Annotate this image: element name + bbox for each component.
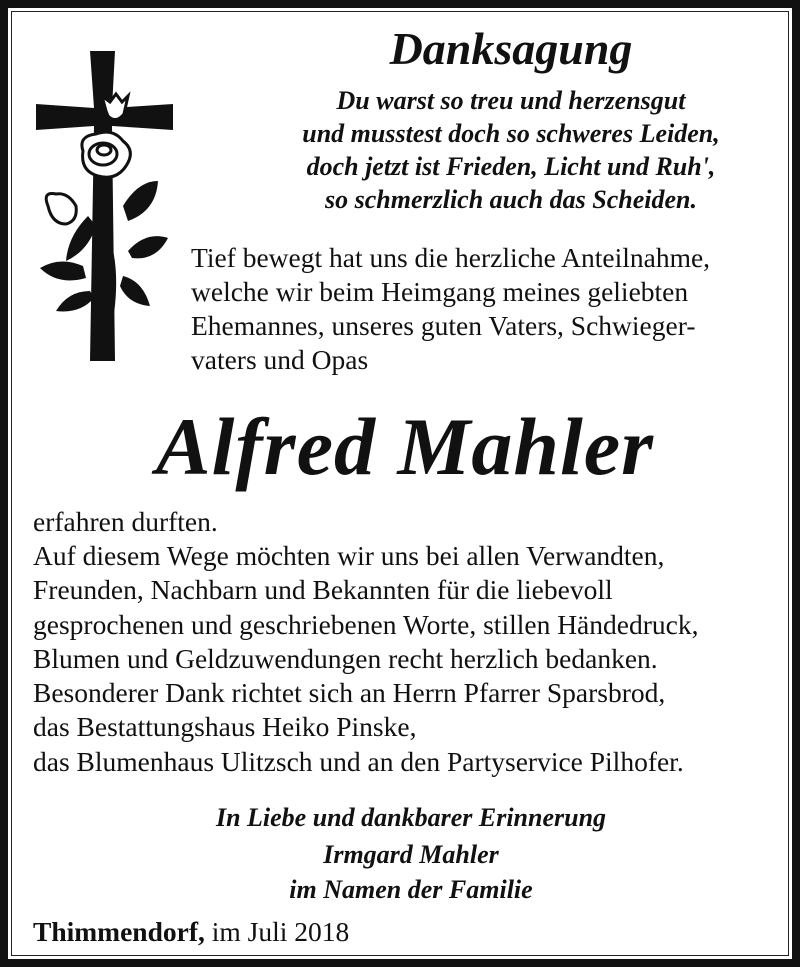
closing-line: In Liebe und dankbarer Erinnerung — [215, 803, 607, 832]
deceased-name: Alfred Mahler — [155, 401, 655, 492]
body-line: das Blumenhaus Ulitzsch und an den Partyservice Pilhofer. — [33, 746, 684, 777]
intro-line: Tief bewegt hat uns die herzliche Anteilnahme, — [191, 242, 711, 273]
body-line: Blumen und Geldzuwendungen recht herzlich bedanken. — [33, 643, 658, 674]
closing-line: im Namen der Familie — [289, 875, 533, 904]
footer-date: im Juli 2018 — [211, 916, 350, 947]
body-line: Auf diesem Wege möchten wir uns bei allen Verwandten, — [33, 540, 665, 571]
body-line: erfahren durften. — [33, 506, 218, 537]
poem-line: doch jetzt ist Frieden, Licht und Ruh', — [306, 152, 716, 181]
body-line: Besonderer Dank richtet sich an Herrn Pfarrer Sparsbrod, — [33, 677, 666, 708]
intro-line: vaters und Opas — [191, 344, 369, 375]
body-line: das Bestattungshaus Heiko Pinske, — [33, 711, 417, 742]
body-line: gesprochenen und geschriebenen Worte, stillen Händedruck, — [33, 609, 699, 640]
intro-line: Ehemannes, unseres guten Vaters, Schwieger- — [191, 310, 696, 341]
heading-danksagung: Danksagung — [389, 23, 633, 74]
signatory-name: Irmgard Mahler — [323, 840, 499, 869]
poem-line: Du warst so treu und herzensgut — [336, 86, 686, 115]
poem-line: und musstest doch so schweres Leiden, — [302, 119, 720, 148]
cross-with-roses-icon — [28, 46, 178, 366]
poem-line: so schmerzlich auch das Scheiden. — [325, 185, 697, 214]
body-line: Freunden, Nachbarn und Bekannten für die liebevoll — [33, 574, 613, 605]
intro-line: welche wir beim Heimgang meines geliebten — [191, 276, 689, 307]
footer-place-date — [33, 916, 349, 948]
footer-place: Thimmendorf, — [33, 916, 205, 947]
